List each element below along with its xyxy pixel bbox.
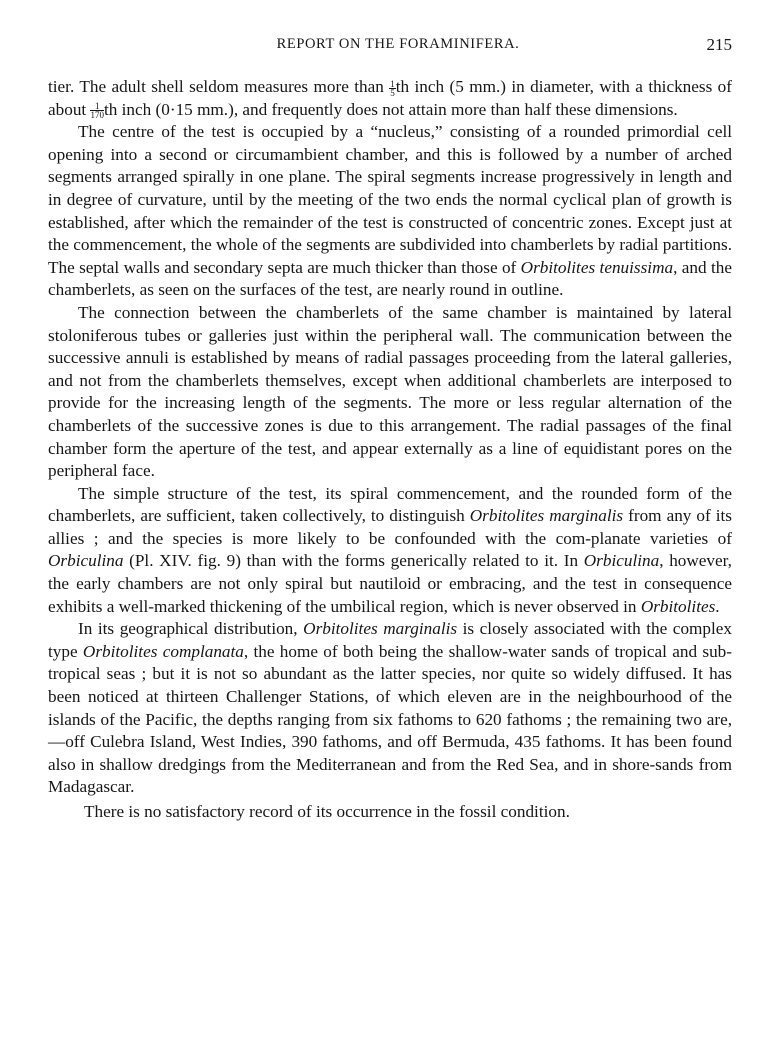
- taxon-name: Orbiculina: [48, 551, 124, 571]
- paragraph: The simple structure of the test, its spiral commencement, and the rounded form of the chamberlets, are sufficient, taken collectively, to distinguish Orbitolites marginalis from any of its allies ; and the species is more likely to be confounded with the com-planate varieties of Orbiculina (Pl. XIV. fig. 9) than with the forms generically related to it. In Orbiculina, however, the early chambers are not only spiral but nautiloid or embracing, and the test in consequence exhibits a well-marked thickening of the umbilical region, which is never observed in Orbitolites.: [48, 483, 732, 616]
- page-number: 215: [706, 35, 732, 54]
- running-title: REPORT ON THE FORAMINIFERA.: [276, 36, 520, 52]
- fraction: $\frac{1}{5}$: [390, 78, 395, 98]
- document-page: [48, 36, 732, 824]
- paragraph: The connection between the chamberlets of the same chamber is maintained by lateral stoloniferous tubes or galleries just within the peripheral wall. The communication between the successive annuli is established by means of radial passages proceeding from the lateral galleries, and not from the chamberlets themselves, except when additional chamberlets are interposed to provide for the increasing length of the segments. The more or less regular alternation of the chamberlets of the successive zones is due to this arrangement. The radial passages of the final chamber form the aperture of the test, and appear externally as a line of equidistant pores on the peripheral face.: [48, 302, 732, 481]
- body-text: [48, 76, 732, 824]
- paragraph: In its geographical distribution, Orbitolites marginalis is closely associated with the complex type Orbitolites complanata, the home of both being the shallow-water sands of tropical and sub-tropical seas ; but it is not so abundant as the latter species, nor quite so widely diffused. It has been noticed at thirteen Challenger Stations, of which eleven are in the neighbourhood of the islands of the Pacific, the depths ranging from six fathoms to 620 fathoms ; the remaining two are,—off Culebra Island, West Indies, 390 fathoms, and off Bermuda, 435 fathoms. It has been found also in shallow dredgings from the Mediterranean and from the Red Sea, and in shore-sands from Madagascar.: [48, 619, 732, 797]
- taxon-name: Orbitolites marginalis: [469, 506, 624, 526]
- taxon-name: Orbitolites complanata: [82, 641, 244, 661]
- running-header: [48, 36, 732, 60]
- taxon-name: Orbitolites tenuissima: [520, 257, 674, 277]
- paragraph: There is no satisfactory record of its occurrence in the fossil condition.: [84, 802, 570, 821]
- fraction: $\frac{1}{170}$: [90, 101, 104, 121]
- taxon-name: Orbitolites: [640, 596, 716, 616]
- taxon-name: Orbiculina: [583, 551, 660, 571]
- taxon-name: Orbitolites marginalis: [303, 619, 458, 639]
- paragraph: The centre of the test is occupied by a “nucleus,” consisting of a rounded primordial cell opening into a second or circumambient chamber, and this is followed by a number of arched segments arranged spirally in one plane. The spiral segments increase progressively in length and in degree of curvature, until by the meeting of the two ends the normal cyclical plan of growth is established, after which the remainder of the test is constructed of concentric zones. Except just at the commencement, the whole of the segments are subdivided into chamberlets by radial partitions. The septal walls and secondary septa are much thicker than those of Orbitolites tenuissima, and the chamberlets, as seen on the surfaces of the test, are nearly round in outline.: [48, 122, 732, 300]
- paragraph: tier. The adult shell seldom measures more than $\frac{1}{5}$ th inch (5 mm.) in diameter, with a thickness of about $\frac{1}{170}$ th inch (0·15 mm.), and frequently does not attain more than half these dimensions.: [48, 77, 733, 121]
